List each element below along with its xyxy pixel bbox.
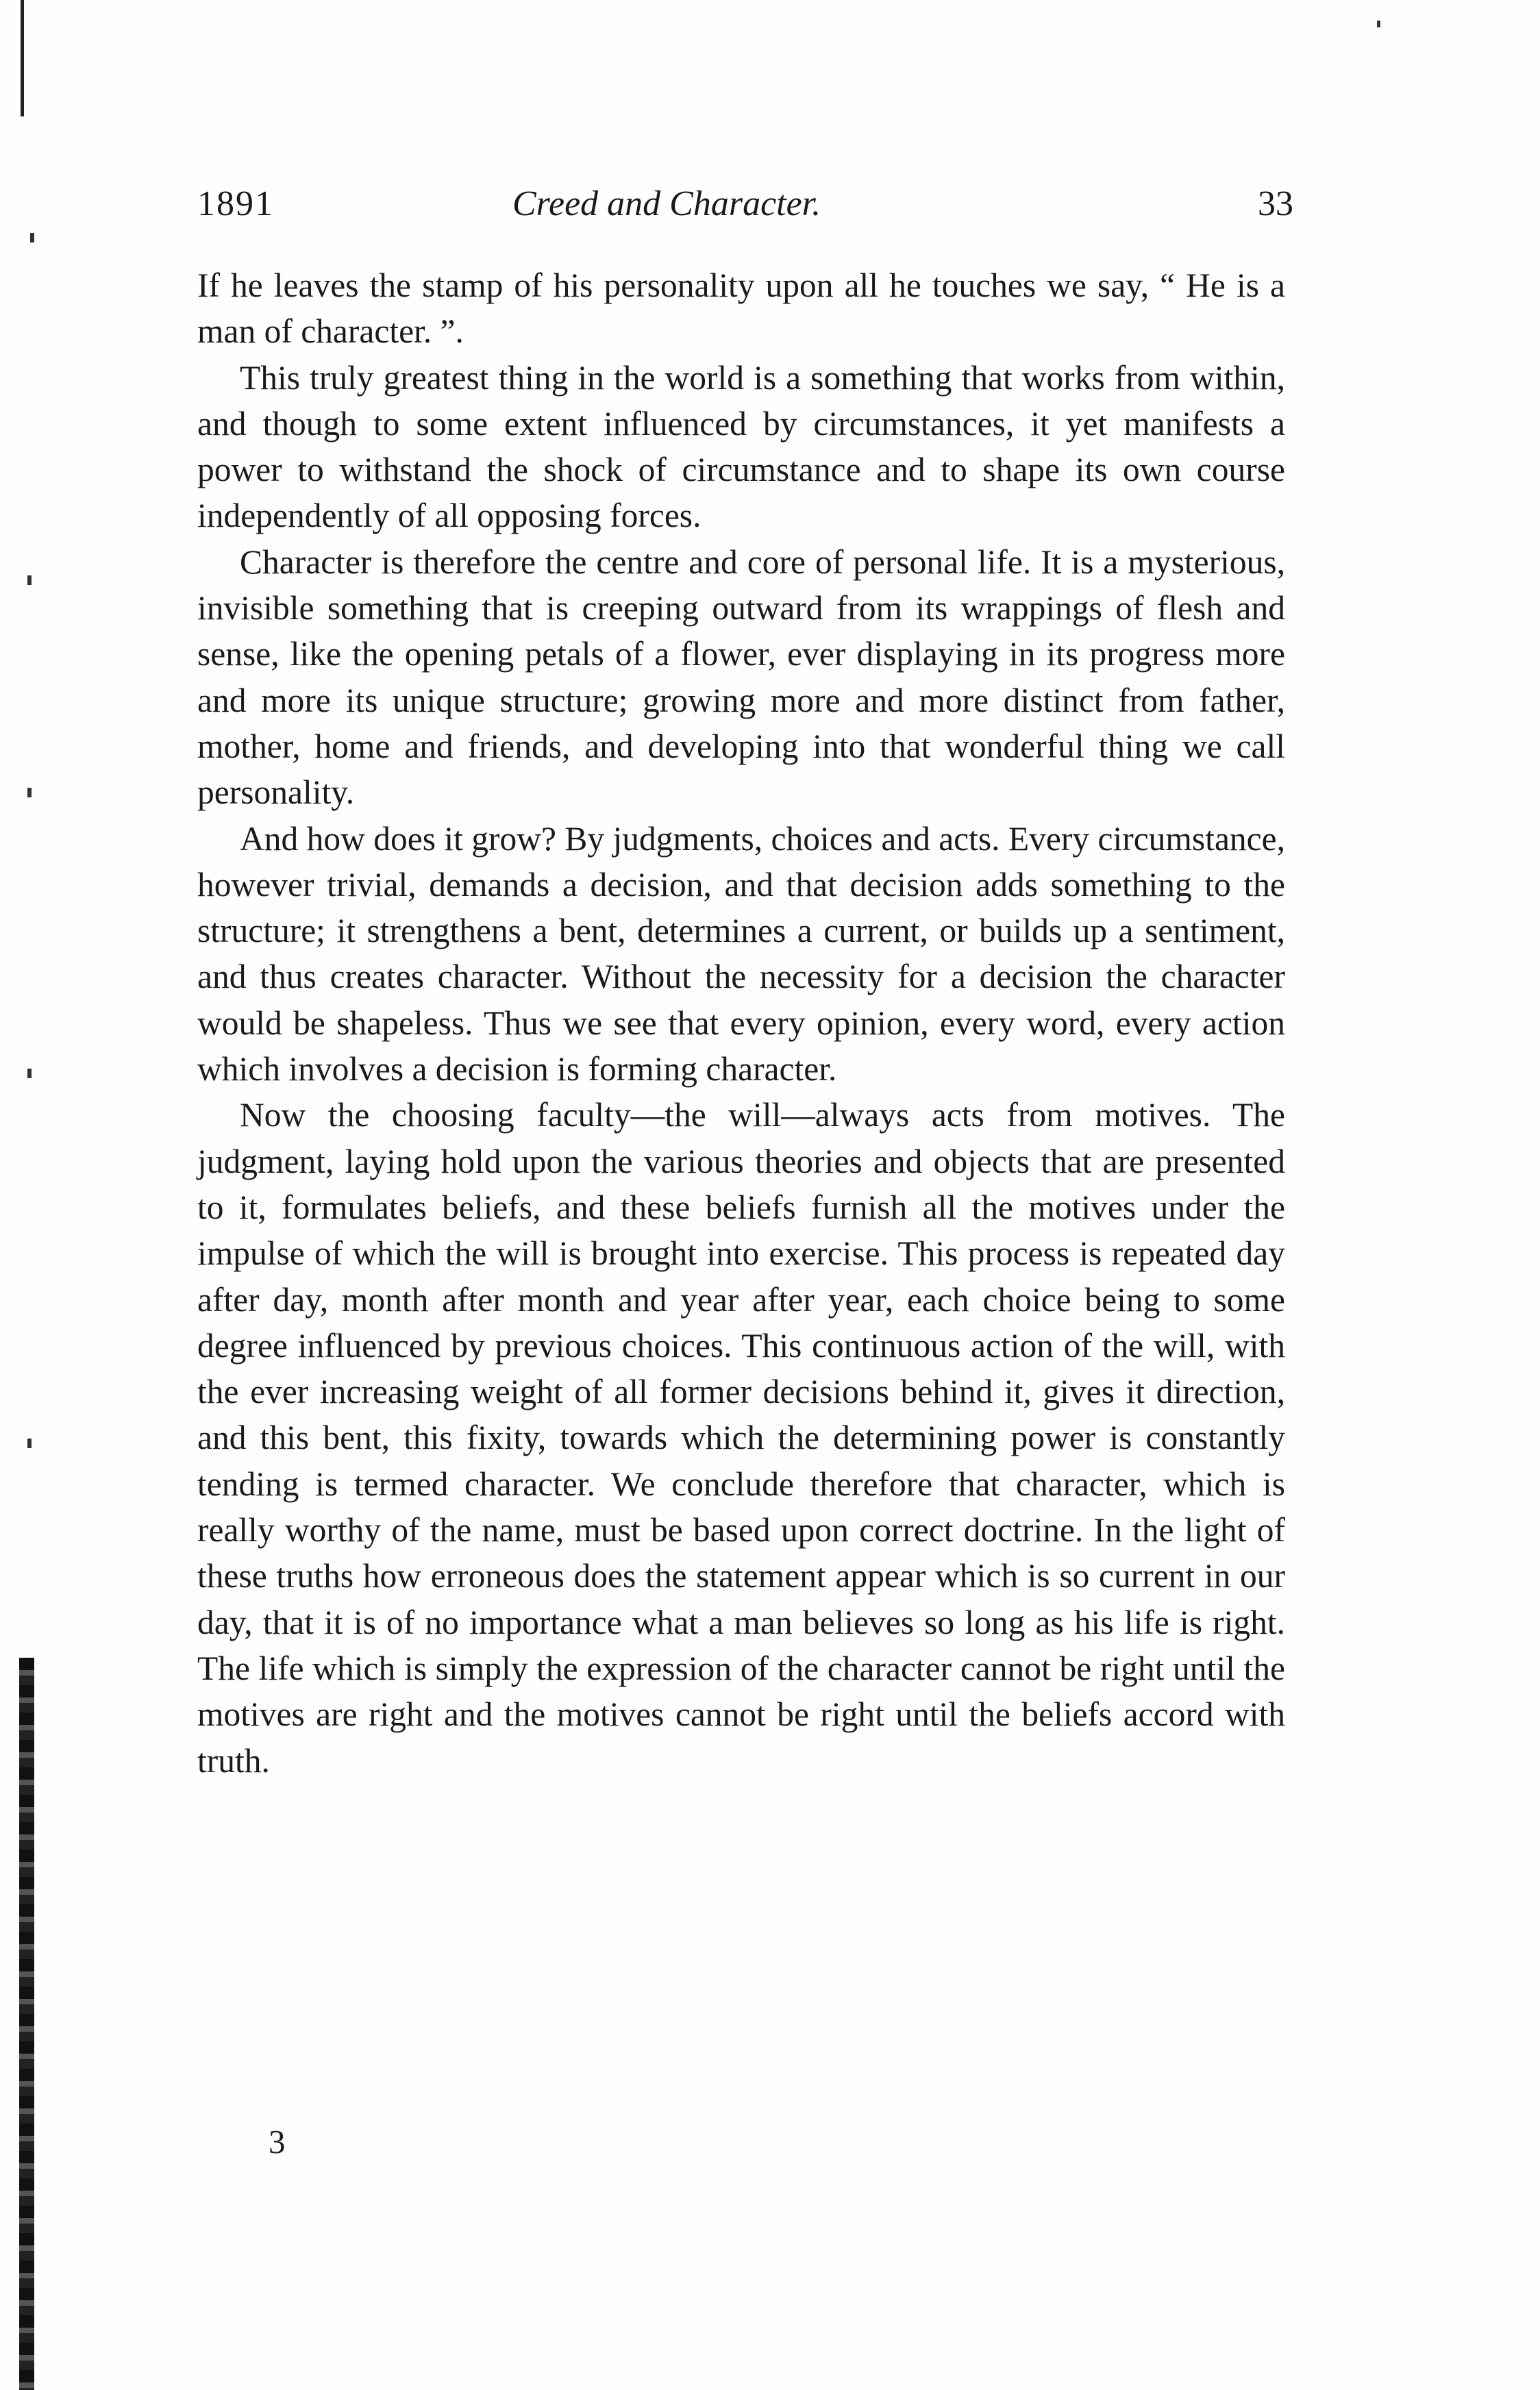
scan-speck <box>27 788 32 797</box>
header-title: Creed and Character. <box>512 184 821 223</box>
scan-speck <box>30 233 34 242</box>
scan-speck <box>27 575 32 585</box>
paragraph: And how does it grow? By judgments, choices and acts. Every circumstance, however trivial, demands a decision, and that decision adds something to the structure; it strengthens a bent, determines a current, or builds up a sentiment, and thus creates character. Without the necessity for a decision the character would be shapeless. Thus we see that every opinion, every word, every action which involves a decision is forming character. <box>197 819 1285 1088</box>
page-number: 33 <box>1258 184 1293 223</box>
scan-speck <box>27 1439 32 1448</box>
paragraph: This truly greatest thing in the world is a something that works from within, and though to some extent influenced by circumstances, it yet manifests a power to withstand the shock of circumstance and to shape its own course independently of all opposing forces. <box>197 358 1285 535</box>
scan-edge-artifact-bottom <box>19 1658 34 2390</box>
paragraph: Now the choosing faculty—the will—always acts from motives. The judgment, laying hold upon the various theories and objects that are presented to it, formulates beliefs, and these beliefs furnish all the motives under the impulse of which the will is brought into exercise. This process is repeated day after day, month after month and year after year, each choice being to some degree influenced by previous choices. This continuous action of the will, with the ever increasing weight of all former decisions behind it, gives it direction, and this bent, this fixity, towards which the determining power is constantly tending is termed character. We conclude therefore that character, which is really worthy of the name, must be based upon correct doctrine. In the light of these truths how erroneous does the statement appear which is so current in our day, that it is of no importance what a man believes so long as his life is right. The life which is simply the expression of the character cannot be right until the motives are right and the motives cannot be right until the beliefs accord with truth. <box>197 1096 1285 1780</box>
scan-edge-artifact-top <box>21 0 24 116</box>
signature-mark: 3 <box>269 2123 286 2161</box>
scan-speck <box>27 1069 32 1078</box>
scan-speck <box>1377 21 1380 27</box>
body-text <box>197 262 1285 1784</box>
header-year: 1891 <box>197 184 274 223</box>
paragraph: Character is therefore the centre and core of personal life. It is a mysterious, invisible something that is creeping outward from its wrappings of flesh and sense, like the opening petals of a flower, ever displaying in its progress more and more its unique structure; growing more and more distinct from father, mother, home and friends, and developing into that wonderful thing we call personality. <box>197 543 1285 812</box>
running-header <box>197 184 1293 225</box>
paragraph: If he leaves the stamp of his personality upon all he touches we say, “ He is a man of character. ”. <box>197 266 1285 351</box>
